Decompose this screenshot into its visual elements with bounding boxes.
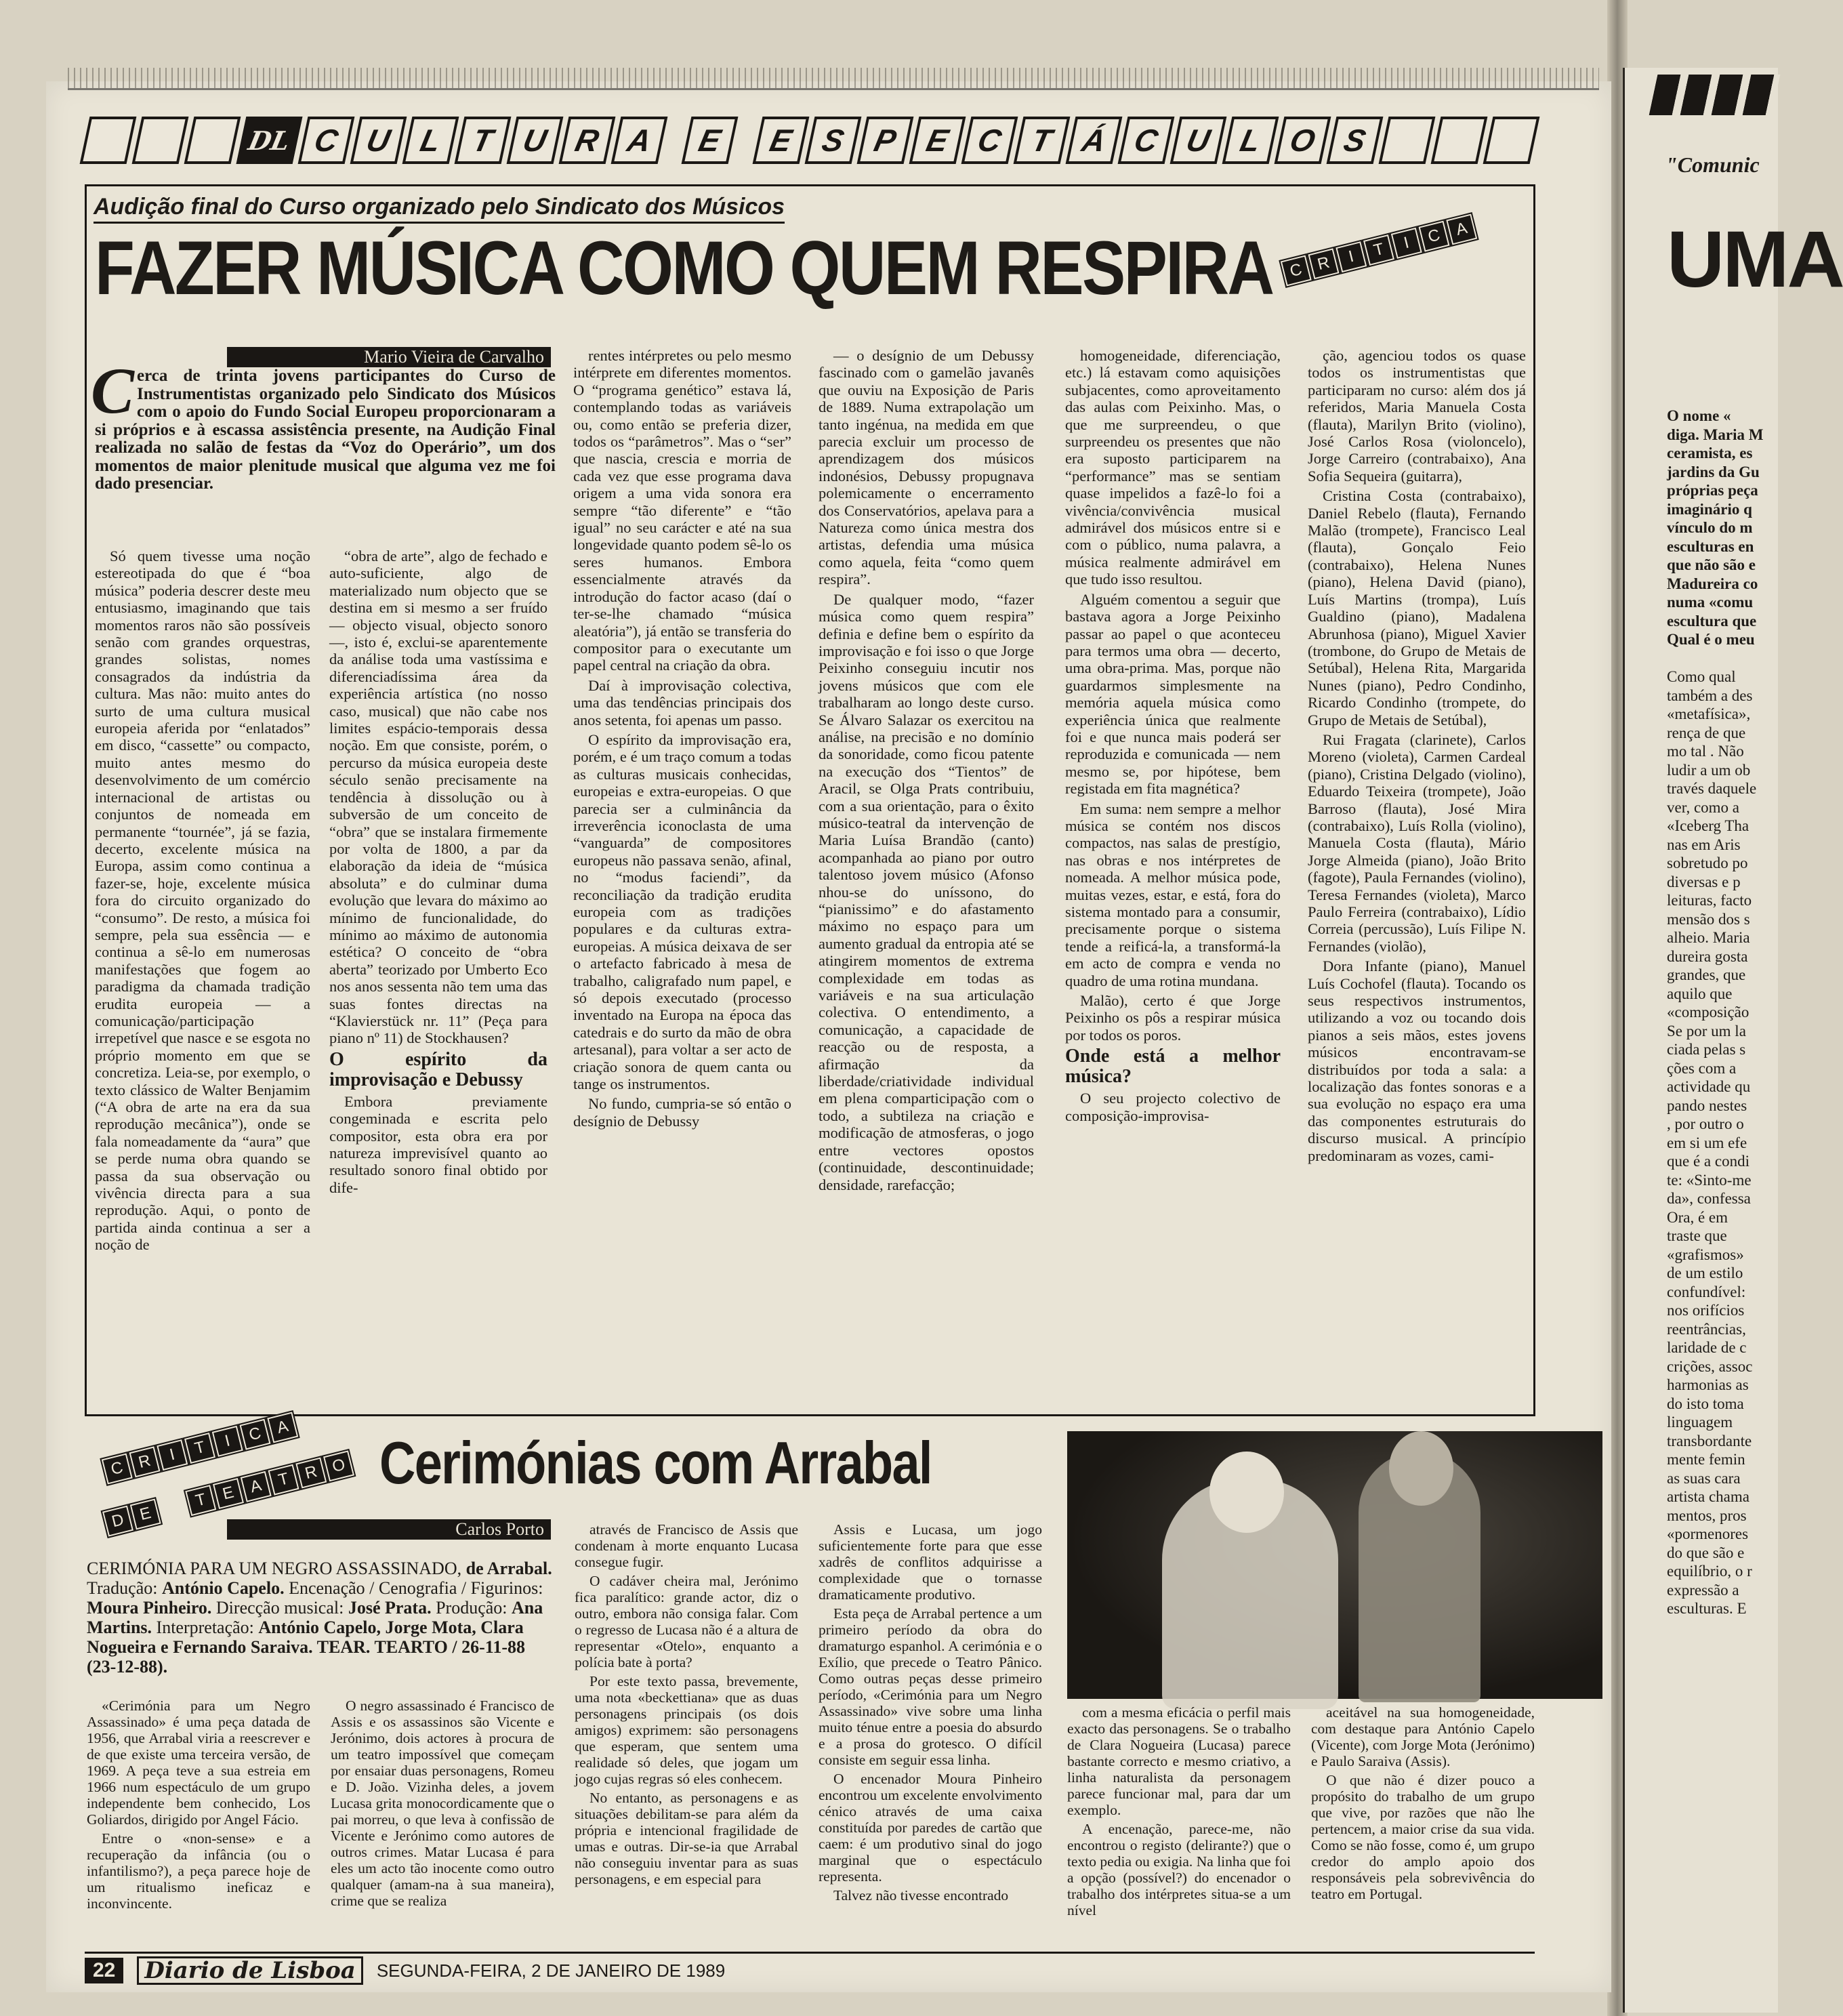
subheading: Onde está a melhor música? <box>1065 1046 1281 1088</box>
top-rule <box>68 68 1599 90</box>
subheading: O espírito da improvisação e Debussy <box>329 1048 547 1090</box>
adjacent-line: que é a condi <box>1667 1153 1749 1170</box>
header-box <box>1379 117 1436 164</box>
header-letter: R <box>558 117 615 164</box>
de-teatro-stamp: D E T E A T R O <box>102 1450 354 1536</box>
header-letter: O <box>1275 117 1331 164</box>
adjacent-line: numa «comu <box>1667 594 1754 611</box>
header-letter: S <box>805 117 862 164</box>
adjacent-line: confundível: <box>1667 1283 1746 1300</box>
adjacent-line: ções com a <box>1667 1059 1737 1077</box>
adjacent-line: que não são e <box>1667 556 1756 573</box>
adjacent-line: em si um efe <box>1667 1134 1747 1151</box>
adjacent-line: transbordante <box>1667 1432 1752 1449</box>
article-column-6: ção, agenciou todos os quase todos os instrumentistas que participaram no curso: além dos já referidos, Maria Manuela Costa (flauta), Marilyn Brito (violino), José Carlos Rosa (violoncelo), Jorge Carreiro (contrabaixo), Ana Sofia Sequeira (guitarra), Cristina Costa (contrabaixo), Daniel Rebelo (flauta), Fernando Malão (trompete), Francisco Leal (flauta), Gonçalo Feio (contrabaixo), Helena Nunes (piano), Helena David (piano), Luís Martins (trompa), Luís Gualdino (piano), Madalena Abrunhosa (piano), Miguel Xavier (trombone, do Grupo de Metais de Setúbal), Helena Rita, Margarida Nunes (piano), Pedro Condinho, Ricardo Condinho (trompete, do Grupo de Metais de Setúbal), Rui Fragata (clarinete), Carlos Moreno (violeta), Carmen Cardeal (piano), Cristina Delgado (violino), Eduardo Teixeira (trompete), João Barroso (flauta), José Mira (contrabaixo), Luís Rolla (violino), Manuela Costa (flauta), Mário Jorge Almeida (piano), João Brito (fagote), Paula Fernandes (violino), Teresa Fernandes (violeta), Marco Paulo Ferreira (contrabaixo), Lídio Correia (percussão), Luís Filipe N. Fernandes (violão), Dora Infante (piano), Manuel Luís Cochofel (flauta). Tocando os seus respectivos instrumentos, utilizando a voz ou tocando dois pianos a seis mãos, estes jovens músicos encontravam-se distribuídos por toda a sala: a localização das fontes sonoras e a sua evolução no espaço era uma das componentes estruturais do discurso musical. A princípio predominaram as vozes, cami- <box>1308 347 1526 1164</box>
adjacent-line: «pormenores <box>1667 1525 1749 1542</box>
article-byline: Mario Vieira de Carvalho <box>227 347 551 367</box>
footer-rule <box>85 1952 1535 1954</box>
header-letter: U <box>1170 117 1227 164</box>
adjacent-line: ludir a um ob <box>1667 761 1751 779</box>
adjacent-line: «metafísica», <box>1667 705 1751 722</box>
adjacent-line: sobretudo po <box>1667 855 1748 871</box>
article2-column-2: O negro assassinado é Francisco de Assis e os assassinos são Vicente e Jerónimo, dois actores à procura de um teatro impossível que começam por ensaiar duas personagens, Romeu e D. João. Vizinha deles, a jovem Lucasa grita monocordicamente que o pai morreu, o que leva à confissão de Vicente e Jerónimo como autores de outros crimes. Matar Lucasa é para eles um acto tão inocente como outro qualquer (amam-na à sua maneira), crime que se realiza <box>331 1698 554 1909</box>
adjacent-line: equilíbrio, o r <box>1667 1563 1752 1580</box>
header-letter: E <box>909 117 966 164</box>
adjacent-headline: UMA <box>1667 215 1843 304</box>
header-box <box>132 117 189 164</box>
adjacent-line: mente femin <box>1667 1451 1745 1468</box>
adjacent-line: expressão a <box>1667 1581 1739 1599</box>
adjacent-line: mentos, pros <box>1667 1506 1747 1524</box>
adjacent-line: laridade de c <box>1667 1339 1747 1356</box>
article2-column-5: com a mesma eficácia o perfil mais exacto das personagens. Se o trabalho de Clara Nogueira (Lucasa) parece bastante correcto e mesmo criativo, a linha naturalista da personagem parece funcionar mal, para dar um exemplo. A encenação, parece-me, não encontrou o registo (delirante?) que o texto pedia ou exigia. Na linha que foi a opção (possível?) do encenador o trabalho dos intérpretes situa-se a um nível <box>1067 1704 1291 1918</box>
adjacent-line: actividade qu <box>1667 1078 1751 1095</box>
article-column-3: rentes intérpretes ou pelo mesmo intérprete em diferentes momentos. O “programa genético” estava lá, contemplando todas as variáveis ou, como então se preferia dizer, todos os “parâmetros”. Mas o “ser” que nascia, crescia e morria de cada vez que esse programa dava origem a uma vida sonora era sempre “tão diferente” e “tão igual” no seu carácter e até na sua longevidade quanto podem sê-lo os seres humanos. Embora essencialmente através da introdução do factor acaso (daí o ter-se-lhe chamado “música aleatória”), já então se transferia do compositor para o executante um papel central na criação da obra. Daí à improvisação colectiva, uma das tendências principais dos anos setenta, foi apenas um passo. O espírito da improvisação era, porém, e é um traço comum a todas as culturas musicais conhecidas, europeias e extra-europeias. O que parecia ser a culminância da irreverência iconoclasta de uma “vanguarda” de compositores europeus não passava senão, afinal, no “modus faciendi”, da reconciliação da tradição erudita europeia com as tradições populares e da culturas extra-europeias. A música deixava de ser o artefacto fabricado à mesa de trabalho, caligrafado num papel, e só depois executado (processo inventado na Europa na época das catedrais e do surto da mão de obra artesanal), para voltar a ser acto de criação sonora de quem canta ou tange os instrumentos. No fundo, cumpria-se só então o desígnio de Debussy <box>573 347 791 1130</box>
critica-stamp-2: C R I T I C A <box>102 1412 299 1484</box>
stage-photo <box>1067 1431 1602 1699</box>
header-box <box>80 117 137 164</box>
adjacent-line: te: «Sinto-me <box>1667 1171 1752 1189</box>
article2-column-6: aceitável na sua homogeneidade, com destaque para António Capelo (Vicente), com Jorge Mota (Jerónimo) e Paulo Saraiva (Assis). O que não é dizer pouco a propósito do trabalho de um grupo que vive, por razões que não lhe pertencem, a maior crise da sua vida. Como se não fosse, como é, um grupo credor do amplo apoio dos responsáveis pela sobrevivência do teatro em Portugal. <box>1311 1704 1535 1902</box>
header-box <box>1483 117 1540 164</box>
adjacent-line: nos orifícios <box>1667 1302 1745 1319</box>
adjacent-line: artista chama <box>1667 1488 1749 1505</box>
article-column-4: — o desígnio de um Debussy fascinado com o gamelão javanês que ouviu na Exposição de Paris de 1889. Numa extrapolação um tanto ingénua, na medida em que parecia excluir um processo de aprendizagem dos músicos indonésios, Debussy propugnava polemicamente o encerramento dos Conservatórios, apelava para a Natureza como única mestra dos artistas, defendia uma música como aquela, feita “como quem respira”. De qualquer modo, “fazer música como quem respira” definia e define bem o espírito da improvisação e foi isso o que Jorge Peixinho conseguiu incutir nos jovens músicos que com ele trabalharam ao longo deste curso. Se Álvaro Salazar os exercitou na análise, na precisão e no domínio da sonoridade, como ficou patente na execução dos “Tientos” de Aracil, se Olga Prats contribuiu, com a sua orientação, para o êxito músico-teatral da intervenção de Maria Luísa Brandão (canto) acompanhada ao piano por outro talentoso jovem músico (Afonso nhou-se do uníssono, do “pianissimo” e do afastamento máximo no espaço para um aumento gradual da entropia até se atingirem momentos de extrema complexidade em todas as variáveis e na sua articulação colectiva. O entendimento, a comunicação, a capacidade de reacção ou de resposta, a afirmação da liberdade/criatividade individual em plena comparticipação com o todo, a subtileza na criação e modificação de atmosferas, o jogo entre vectores opostos (continuidade, descontinuidade; densidade, rarefacção; <box>819 347 1034 1193</box>
adjacent-line: as suas cara <box>1667 1469 1741 1487</box>
adjacent-line: Se por um la <box>1667 1022 1746 1040</box>
adjacent-line: grandes, que <box>1667 966 1746 983</box>
article2-headline: Cerimónias com Arrabal <box>379 1429 932 1496</box>
adjacent-line: Qual é o meu <box>1667 631 1755 648</box>
header-box <box>184 117 241 164</box>
masthead: Diario de Lisboa <box>137 1956 363 1985</box>
adjacent-line: Madureira co <box>1667 575 1758 592</box>
adjacent-line: esculturas en <box>1667 537 1754 555</box>
article2-column-4: Assis e Lucasa, um jogo suficientemente forte para que esse xadrês de conflitos adquirisse a complexidade que o tornasse dramaticamente produtivo. Esta peça de Arrabal pertence a um primeiro período da obra do dramaturgo espanhol. A cerimónia e o Exílio, que precede o Teatro Pânico. Como outras peças desse primeiro período, «Cerimónia para um Negro Assassinado» vive sobre uma linha muito ténue entre a poesia do absurdo e a prosa do grotesco. O difícil consiste em seguir essa linha. O encenador Moura Pinheiro encontrou um excelente envolvimento cénico através de uma caixa constituída por paredes de cartão que caem: é um produtivo sinal do jogo marginal que o espectáculo representa. Talvez não tivesse encontrado <box>819 1521 1042 1904</box>
issue-date: SEGUNDA-FEIRA, 2 DE JANEIRO DE 1989 <box>376 1960 726 1981</box>
header-letter: C <box>297 117 354 164</box>
adjacent-line: dureira gosta <box>1667 947 1748 965</box>
adjacent-line: reentrâncias, <box>1667 1320 1746 1338</box>
adjacent-line: «composição <box>1667 1004 1749 1021</box>
header-letter: C <box>961 117 1018 164</box>
header-letter: U <box>350 117 407 164</box>
adjacent-line: crições, assoc <box>1667 1357 1753 1375</box>
article-lead: Cerca de trinta jovens participantes do Curso de Instrumentistas organizado pelo Sindicato dos Músicos com o apoio do Fundo Social Europeu proporcionaram a si próprios e à escassa assistência presente, na Audição Final realizada no salão de festas da “Voz do Operário”, um dos momentos de maior plenitude musical que alguma vez me foi dado presenciar. <box>91 354 556 493</box>
page-number: 22 <box>85 1958 123 1983</box>
adjacent-line: ver, como a <box>1667 798 1740 816</box>
adjacent-line: de um estilo <box>1667 1264 1743 1281</box>
adjacent-line: harmonias as <box>1667 1376 1749 1393</box>
adjacent-line: rença de que <box>1667 724 1746 741</box>
adjacent-line: leituras, facto <box>1667 892 1752 909</box>
adjacent-line: traste que <box>1667 1227 1727 1244</box>
article-kicker: Audição final do Curso organizado pelo Sindicato dos Músicos <box>94 194 785 224</box>
adjacent-line: Como qual <box>1667 668 1736 685</box>
critica-stamp: C R I T I C A <box>1281 213 1478 286</box>
adjacent-line: aquilo que <box>1667 985 1733 1002</box>
header-letter: L <box>1222 117 1279 164</box>
adjacent-line: do que são e <box>1667 1544 1745 1561</box>
adjacent-kicker: "Comunic <box>1665 152 1760 177</box>
adjacent-line: través daquele <box>1667 780 1757 797</box>
adjacent-line: próprias peça <box>1667 482 1758 499</box>
adjacent-line: pando nestes <box>1667 1096 1747 1114</box>
adjacent-line: da», confessa <box>1667 1190 1751 1207</box>
adjacent-line: alheio. Maria <box>1667 929 1750 946</box>
play-credits: CERIMÓNIA PARA UM NEGRO ASSASSINADO, de Arrabal. Tradução: António Capelo. Encenação / Cenografia / Figurinos: Moura Pinheiro. Direcção musical: José Prata. Produção: Ana Martins. Interpretação: António Capelo, Jorge Mota, Clara Nogueira e Fernando Saraiva. TEAR. TEARTO / 26-11-88 (23-12-88). <box>87 1559 552 1676</box>
article-column-5: homogeneidade, diferenciação, etc.) lá estavam como aquisições subjacentes, como aproveitamento das aulas com Peixinho. Mas, o que me surpreendeu, o que surpreendeu os presentes que não era suposto participarem na “performance” mas se sentiam quase impelidos a fazê-lo foi a vivência/convivência musical admirável dos músicos entre si e com o público, numa palavra, a música realmente admirável em que tudo isso resultou. Alguém comentou a seguir que bastava agora a Jorge Peixinho passar ao papel o que aconteceu para termos uma obra — decerto, uma obra-prima. Mas, porque não guardarmos simplesmente na memória aquela música como experiência única que realmente foi e que nunca mais poderá ser reproduzida e comunicada — nem mesmo se, por hipótese, bem registada em fita magnética? Em suma: nem sempre a melhor música se contém nos discos compactos, nas salas de prestígio, nas obras e nos intérpretes de nomeada. A melhor música pode, muitas vezes, estar, e está, fora do sistema montado para a consumir, precisamente porque o sistema tende a reificá-la, a transformá-la em acto de compra e venda no quadro de uma rotina mundana. Malão), certo é que Jorge Peixinho os pôs a respirar música por todos os poros. Onde está a melhor música? O seu projecto colectivo de composição-improvisa- <box>1065 347 1281 1124</box>
section-header <box>85 115 1535 165</box>
adjacent-line: jardins da Gu <box>1667 463 1760 480</box>
article2-column-3: através de Francisco de Assis que condenam à morte enquanto Lucasa consegue fugir. O cadáver cheira mal, Jerónimo fica paralítico: grande actor, diz o outro, embora não consiga falar. Com o regresso de Lucasa não é a altura de representar «Otelo», enquanto a polícia bate à porta? Por este texto passa, brevemente, uma nota «beckettiana» que as duas personagens principais (os dois amigos) exprimem: são personagens que esperam, que sentem uma realidade só deles, que jogam um jogo cujas regras só eles conhecem. No entanto, as personagens e as situações debilitam-se para além da própria e intencional fragilidade de umas e outras. Dir-se-ia que Arrabal não conseguiu inventar para as suas personagens, e em especial para <box>575 1521 798 1887</box>
adjacent-line: «grafismos» <box>1667 1246 1744 1263</box>
article2-column-1: «Cerimónia para um Negro Assassinado» é uma peça datada de 1956, que Arrabal viria a reescrever e de que existe uma terceira versão, de 1969. A peça teve a sua estreia em 1966 num espectáculo de um grupo independente bem conhecido, Los Goliardos, dirigido por Angel Fácio. Entre o «non-sense» e a recuperação da infância (ou o infantilismo?), a peça parece hoje de um ritualismo ineficaz e inconvincente. <box>87 1698 310 1912</box>
header-box <box>1431 117 1488 164</box>
adjacent-line: Ora, é em <box>1667 1208 1728 1226</box>
adjacent-line: imaginário q <box>1667 500 1752 518</box>
adjacent-line: linguagem <box>1667 1414 1733 1431</box>
header-letter: S <box>1327 117 1384 164</box>
adjacent-line: diga. Maria M <box>1667 426 1764 443</box>
dl-logo: DL <box>236 117 303 164</box>
adjacent-line: esculturas. E <box>1667 1600 1747 1617</box>
drop-cap: C <box>91 354 135 427</box>
header-letter: L <box>402 117 459 164</box>
header-letter: Á <box>1066 117 1123 164</box>
adjacent-line: ceramista, es <box>1667 445 1753 461</box>
header-letter: U <box>506 117 563 164</box>
header-letter: E <box>682 117 739 164</box>
adjacent-line: do isto toma <box>1667 1395 1744 1412</box>
page-footer <box>85 1957 762 1984</box>
header-letter: E <box>753 117 810 164</box>
adjacent-line: , por outro o <box>1667 1115 1744 1132</box>
adjacent-line: também a des <box>1667 686 1753 704</box>
header-letter: C <box>1118 117 1175 164</box>
header-letter: P <box>857 117 914 164</box>
adjacent-line: O nome « <box>1667 407 1731 424</box>
adjacent-line: nas em Aris <box>1667 836 1741 853</box>
adjacent-line: diversas e p <box>1667 873 1741 890</box>
article2-byline: Carlos Porto <box>227 1519 551 1540</box>
article-headline: FAZER MÚSICA COMO QUEM RESPIRA <box>95 226 1273 310</box>
adjacent-header-band <box>1649 75 1781 115</box>
adjacent-line <box>1667 649 1782 668</box>
adjacent-line: vínculo do m <box>1667 519 1753 536</box>
adjacent-line: mensão dos s <box>1667 910 1750 928</box>
adjacent-line: «Iceberg Tha <box>1667 817 1749 834</box>
article-column-1: Só quem tivesse uma noção estereotipada do que é “boa música” poderia descrer deste meu entusiasmo, imaginando que tais momentos raros não são possíveis senão com grandes orquestras, grandes solistas, nomes consagrados da indústria da cultura. Mas não: muito antes do surto de uma cultura musical europeia aferida por “enlatados” em disco, “cassette” ou compacto, muito antes mesmo do desenvolvimento de um comércio internacional de artistas ou conjuntos de nomeada em permanente “tournée”, já se fazia, decerto, excelente música na Europa, assim como continua a fazer-se, hoje, excelente música fora do circuito organizado do “consumo”. De resto, a música foi sempre, pela sua essência — e continua a sê-lo em numerosas manifestações que fogem ao paradigma da chamada tradição erudita europeia — a comunicação/participação irrepetível que nasce e se esgota no próprio momento em que se concretiza. Leia-se, por exemplo, o texto clássico de Walter Benjamim (“A obra de arte na era da sua reprodução mecânica”), onde se fala nomeadamente da “aura” que se perde numa obra quando se passa da sua observação ou vivência directa para a sua reprodução. Aqui, o ponto de partida ainda continua a ser a noção de <box>95 548 310 1254</box>
adjacent-line: escultura que <box>1667 612 1757 630</box>
adjacent-column <box>1667 407 1782 1618</box>
header-letter: A <box>610 117 667 164</box>
article-column-2: “obra de arte”, algo de fechado e auto-suficiente, algo de materializado num objecto que se destina em si mesmo a ser fruído — objecto visual, objecto sonoro —, isto é, exclui-se aparentemente da análise toda uma vastíssima e diferenciadíssima área da experiência artística (no nosso caso, musical) que não cabe nos limites espácio-temporais dessa noção. Em que consiste, porém, o percurso da música europeia deste século senão precisamente na tendência à dissolução ou à subversão de um conceito de “obra” que se instalara firmemente por volta de 1800, a par da elaboração da ideia de “música absoluta” e do culminar duma evolução que levara do máximo ao mínimo de funcionalidade, do mínimo ao máximo de autonomia estética? O conceito de “obra aberta” teorizado por Umberto Eco nos anos sessenta não tem uma das suas fontes directas na “Klavierstück nr. 11” (Peça para piano nº 11) de Stockhausen? O espírito da improvisação e Debussy Embora previamente congeminada e escrita pelo compositor, esta obra era por natureza imprevisível quanto ao resultado sonoro final obtido por dife- <box>329 548 547 1196</box>
header-letter: T <box>1014 117 1071 164</box>
header-letter: T <box>454 117 511 164</box>
adjacent-line: mo tal . Não <box>1667 743 1744 760</box>
adjacent-line: ciada pelas s <box>1667 1041 1746 1058</box>
